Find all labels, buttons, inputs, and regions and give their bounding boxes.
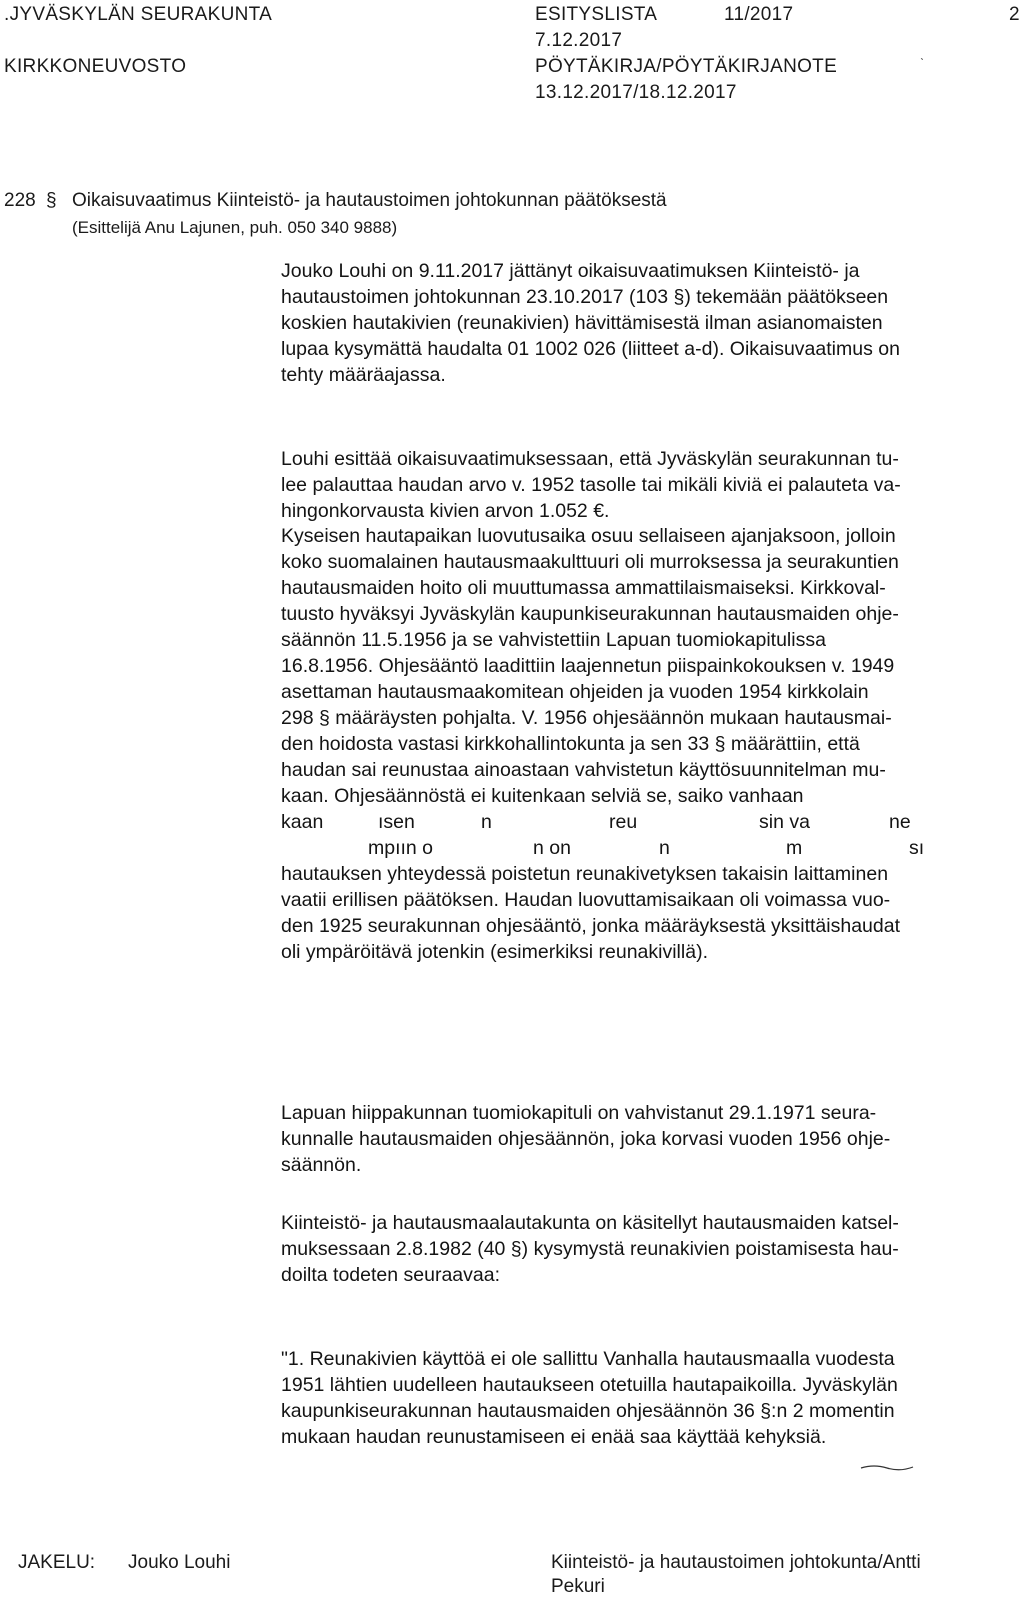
paragraph-6-quote (281, 1346, 1001, 1450)
minutes-date: 13.12.2017/18.12.2017 (535, 82, 737, 103)
paragraph-line: doilta todeten seuraavaa: (281, 1264, 500, 1286)
page-number: 2 (1009, 4, 1020, 25)
paragraph-line: 16.8.1956. Ohjesääntö laadittiin laajennetun piispainkokouksen v. 1949 (281, 655, 895, 677)
text-fragment: n on (533, 837, 571, 859)
paragraph-line: oli ympäröitävä jotenkin (esimerkiksi reunakivillä). (281, 941, 708, 963)
paragraph-line: Lapuan hiippakunnan tuomiokapituli on vahvistanut 29.1.1971 seura- (281, 1102, 877, 1124)
paragraph-2 (281, 446, 1001, 524)
paragraph-line: Louhi esittää oikaisuvaatimuksessaan, että Jyväskylän seurakunnan tu- (281, 448, 899, 470)
paragraph-line: Kyseisen hautapaikan luovutusaika osuu sellaiseen ajanjaksoon, jolloin (281, 525, 896, 547)
paragraph-line: asettaman hautausmaakomitean ohjeiden ja vuoden 1954 kirkkolain (281, 681, 869, 703)
paragraph-line: 298 § määräysten pohjalta. V. 1956 ohjesäännön mukaan hautausmai- (281, 707, 892, 729)
document-date: 7.12.2017 (535, 30, 623, 51)
paragraph-line: hautausmaiden hoito oli muuttumassa ammattilaismaiseksi. Kirkkoval- (281, 577, 886, 599)
handwritten-underline-mark (860, 1463, 914, 1471)
text-fragment: kaan (281, 811, 324, 833)
paragraph-line: Jouko Louhi on 9.11.2017 jättänyt oikaisuvaatimuksen Kiinteistö- ja (281, 260, 860, 282)
item-number: 228 (4, 190, 36, 211)
paragraph-line: kaan. Ohjesäännöstä ei kuitenkaan selviä se, saiko vanhaan (281, 785, 804, 807)
text-fragment: n (659, 837, 670, 859)
paragraph-line: koko suomalainen hautausmaakulttuuri oli murroksessa ja seurakuntien (281, 551, 899, 573)
text-fragment: ısen (378, 811, 415, 833)
item-title: Oikaisuvaatimus Kiinteistö- ja hautaustoimen johtokunnan päätöksestä (72, 190, 667, 211)
distribution-recipient-2-cont: Pekuri (551, 1576, 605, 1597)
organization-body: KIRKKONEUVOSTO (4, 56, 187, 77)
distribution-recipient-2: Kiinteistö- ja hautaustoimen johtokunta/Antti (551, 1552, 921, 1573)
paragraph-line: kunnalle hautausmaiden ohjesäännön, joka korvasi vuoden 1956 ohje- (281, 1128, 891, 1150)
distribution-label: JAKELU: (18, 1552, 96, 1573)
minutes-label: PÖYTÄKIRJA/PÖYTÄKIRJANOTE (535, 56, 838, 77)
paragraph-5 (281, 1210, 1001, 1288)
paragraph-4 (281, 1100, 1001, 1178)
paragraph-line: muksessaan 2.8.1982 (40 §) kysymystä reunakivien poistamisesta hau- (281, 1238, 899, 1260)
paragraph-line: lee palauttaa haudan arvo v. 1952 tasolle tai mikäli kiviä ei palauteta va- (281, 474, 901, 496)
text-fragment: reu (609, 811, 638, 833)
paragraph-line: "1. Reunakivien käyttöä ei ole sallittu Vanhalla hautausmaalla vuodesta (281, 1348, 895, 1370)
paragraph-line: hingonkorvausta kivien arvon 1.052 €. (281, 500, 610, 522)
paragraph-line: den hoidosta vastasi kirkkohallintokunta ja sen 33 § määrättiin, että (281, 733, 860, 755)
obscured-line (281, 835, 1001, 861)
section-symbol: § (46, 190, 57, 211)
paragraph-line: säännön 11.5.1956 ja se vahvistettiin Lapuan tuomiokapitulissa (281, 629, 826, 651)
text-fragment: ne (889, 811, 911, 833)
paragraph-line: koskien hautakivien (reunakivien) hävittämisestä ilman asianomaisten (281, 312, 883, 334)
paragraph-line: haudan sai reunustaa ainoastaan vahvistetun käyttösuunnitelman mu- (281, 759, 886, 781)
paragraph-line: lupaa kysymättä haudalta 01 1002 026 (liitteet a-d). Oikaisuvaatimus on (281, 338, 900, 360)
paragraph-line: mukaan haudan reunustamiseen ei enää saa käyttää kehyksiä. (281, 1426, 827, 1448)
paragraph-line: hautaustoimen johtokunnan 23.10.2017 (103 §) tekemään päätökseen (281, 286, 889, 308)
text-fragment: mpıın o (368, 837, 434, 859)
paragraph-line: kaupunkiseurakunnan hautausmaiden ohjesäännön 36 §:n 2 momentin (281, 1400, 895, 1422)
paragraph-line: hautauksen yhteydessä poistetun reunakivetyksen takaisin laittaminen (281, 863, 889, 885)
paragraph-line: tuusto hyväksyi Jyväskylän kaupunkiseurakunnan hautausmaiden ohje- (281, 603, 899, 625)
text-fragment: m (786, 837, 803, 859)
text-fragment: sı (909, 837, 925, 859)
paragraph-line: säännön. (281, 1154, 362, 1176)
scan-mark: ˋ (920, 56, 924, 70)
paragraph-line: vaatii erillisen päätöksen. Haudan luovuttamisaikaan oli voimassa vuo- (281, 889, 891, 911)
item-presenter: (Esittelijä Anu Lajunen, puh. 050 340 9888) (72, 218, 398, 237)
paragraph-3 (281, 523, 1001, 965)
paragraph-line: tehty määräajassa. (281, 364, 446, 386)
paragraph-line: den 1925 seurakunnan ohjesääntö, jonka määräyksestä yksittäishaudat (281, 915, 900, 937)
text-fragment: n (481, 811, 492, 833)
paragraph-line: 1951 lähtien uudelleen hautaukseen otetuilla hautapaikoilla. Jyväskylän (281, 1374, 898, 1396)
paragraph-line: Kiinteistö- ja hautausmaalautakunta on käsitellyt hautausmaiden katsel- (281, 1212, 899, 1234)
obscured-line (281, 809, 1001, 835)
distribution-recipient: Jouko Louhi (128, 1552, 231, 1573)
organization-name: .JYVÄSKYLÄN SEURAKUNTA (4, 4, 273, 25)
text-fragment: sin va (759, 811, 810, 833)
document-type: ESITYSLISTA (535, 4, 658, 25)
paragraph-1 (281, 258, 1001, 388)
meeting-number: 11/2017 (724, 4, 794, 25)
